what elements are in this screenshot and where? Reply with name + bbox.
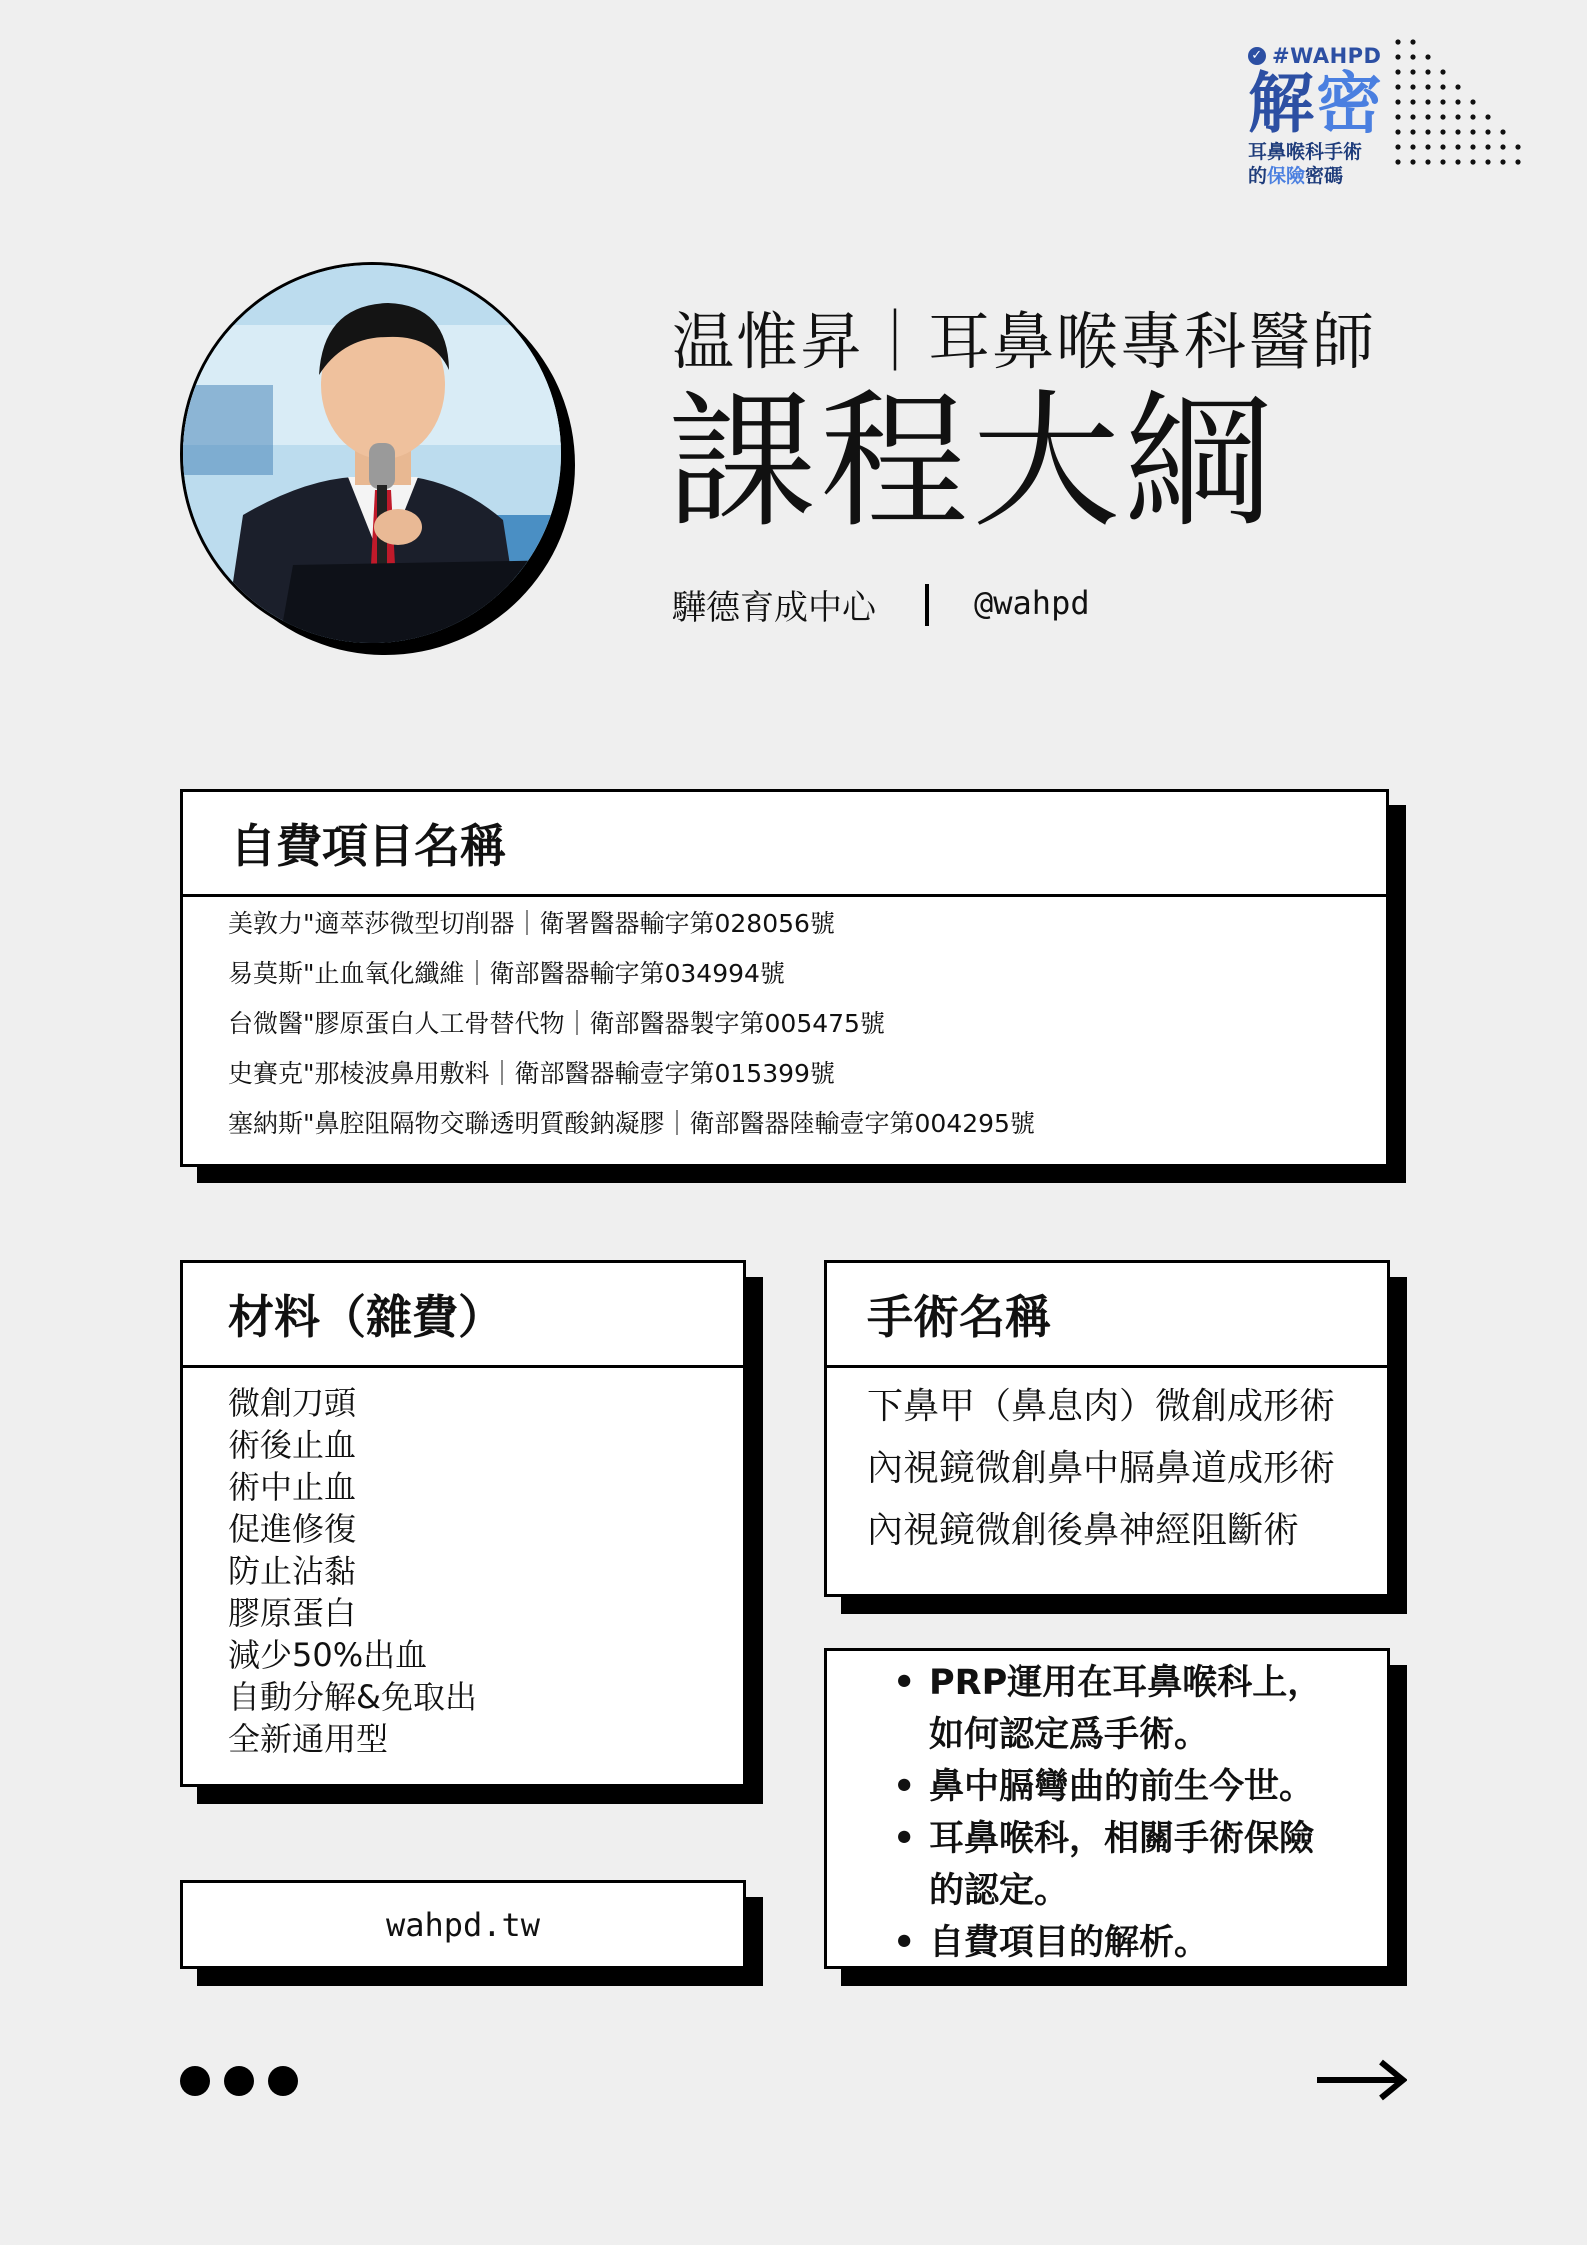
- list-item: 內視鏡微創後鼻神經阻斷術: [867, 1510, 1300, 1551]
- portrait-illustration: [183, 265, 564, 646]
- materials-box: [180, 1260, 746, 1787]
- list-item: 膠原蛋白: [228, 1594, 357, 1632]
- list-item: 自動分解&免取出: [228, 1678, 477, 1716]
- list-item: 全新通用型: [228, 1720, 389, 1758]
- dot-pattern-decoration: [1392, 36, 1552, 196]
- list-item: 微創刀頭: [228, 1384, 357, 1422]
- list-item: 防止沾黏: [228, 1552, 357, 1590]
- list-item: 下鼻甲（鼻息肉）微創成形術: [867, 1386, 1336, 1427]
- topics-box: [824, 1648, 1390, 1969]
- list-item: 史賽克"那棱波鼻用敷料｜衛部醫器輸壹字第015399號: [228, 1059, 835, 1088]
- list-item: • PRP運用在耳鼻喉科上， 如何認定爲手術。: [893, 1657, 1387, 1761]
- page-title: 課程大綱: [668, 376, 1276, 548]
- doctor-portrait-photo: [180, 262, 564, 646]
- pagination-dot: [180, 2066, 210, 2096]
- logo-title: 解密: [1248, 65, 1384, 142]
- list-item: 美敦力"適萃莎微型切削器｜衛署醫器輸字第028056號: [228, 909, 835, 938]
- surgery-box: [824, 1260, 1390, 1597]
- list-item: 塞納斯"鼻腔阻隔物交聯透明質酸鈉凝膠｜衛部醫器陸輸壹字第004295號: [228, 1109, 1035, 1138]
- list-item: • 自費項目的解析。: [893, 1917, 1387, 1969]
- list-item: • 鼻中膈彎曲的前生今世。: [893, 1761, 1387, 1813]
- center-name: 驊德育成中心: [672, 588, 876, 628]
- list-item: 減少50%出血: [228, 1636, 428, 1674]
- header-divider: [925, 584, 929, 626]
- list-item: 易莫斯"止血氧化纖維｜衛部醫器輸字第034994號: [228, 959, 785, 988]
- list-item: 內視鏡微創鼻中膈鼻道成形術: [867, 1448, 1336, 1489]
- pagination-dot: [268, 2066, 298, 2096]
- list-item: 術後止血: [228, 1426, 357, 1464]
- list-item: • 耳鼻喉科，相關手術保險 的認定。: [893, 1813, 1387, 1917]
- self-pay-box: [180, 789, 1389, 1167]
- arrow-right-icon[interactable]: [1315, 2052, 1407, 2108]
- topics-list: [827, 1651, 1387, 1969]
- self-pay-list: [183, 899, 1386, 1149]
- logo-hashtag: ✓ #WAHPD: [1248, 44, 1398, 68]
- list-item: 台微醫"膠原蛋白人工骨替代物｜衛部醫器製字第005475號: [228, 1009, 885, 1038]
- surgery-list: [827, 1368, 1387, 1562]
- materials-list: [183, 1368, 743, 1760]
- social-handle[interactable]: @wahpd: [974, 584, 1090, 622]
- logo-subtitle: 耳鼻喉科手術 的保險密碼: [1248, 141, 1363, 187]
- brand-logo: [1248, 44, 1398, 188]
- list-item: 促進修復: [228, 1510, 357, 1548]
- website-link[interactable]: wahpd.tw: [180, 1880, 746, 1969]
- materials-heading: 材料（雜費）: [183, 1263, 743, 1368]
- list-item: 術中止血: [228, 1468, 357, 1506]
- self-pay-heading: 自費項目名稱: [183, 792, 1386, 897]
- doctor-name-title: 温惟昇｜耳鼻喉專科醫師: [672, 305, 1377, 378]
- surgery-heading: 手術名稱: [827, 1263, 1387, 1368]
- check-icon: ✓: [1248, 47, 1266, 65]
- pagination-dot: [224, 2066, 254, 2096]
